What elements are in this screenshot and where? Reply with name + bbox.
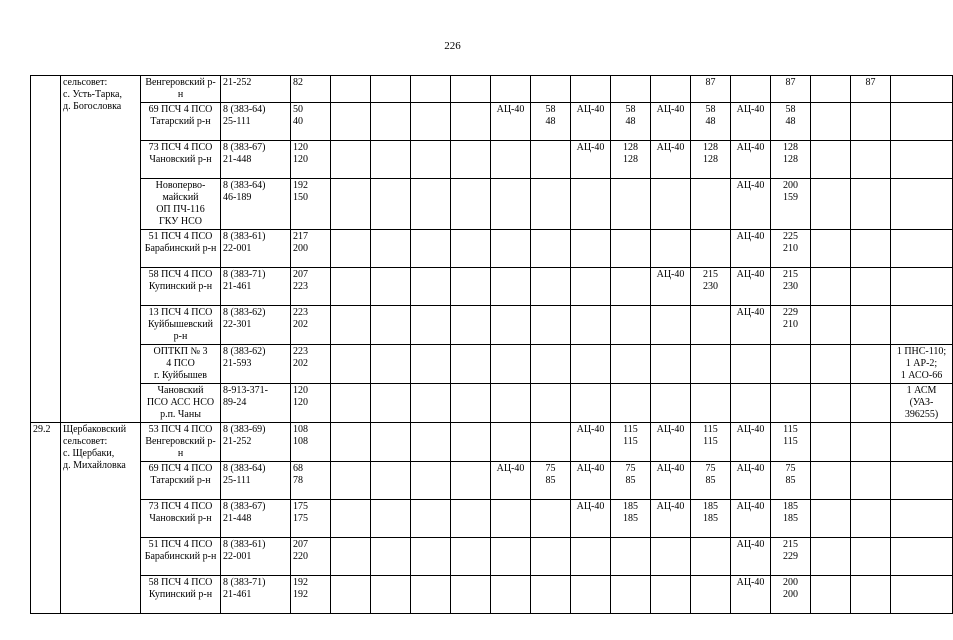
extra-equipment-cell	[891, 268, 953, 306]
vehicle-time-cell	[691, 306, 731, 345]
table-row	[31, 462, 953, 500]
empty-cell	[331, 500, 371, 538]
arrival-time-cell: 175 175	[291, 500, 331, 538]
page-number: 226	[444, 40, 461, 52]
arrival-time-cell: 192 150	[291, 179, 331, 230]
vehicle-time-cell	[531, 384, 571, 423]
vehicle-type-cell	[491, 576, 531, 614]
vehicle-time-cell: 58 48	[691, 103, 731, 141]
table-row	[31, 76, 953, 103]
vehicle-type-cell	[811, 76, 851, 103]
vehicle-time-cell: 128 128	[691, 141, 731, 179]
vehicle-time-cell: 75 85	[611, 462, 651, 500]
vehicle-time-cell: 87	[771, 76, 811, 103]
arrival-time-cell: 68 78	[291, 462, 331, 500]
empty-cell	[451, 306, 491, 345]
empty-cell	[331, 462, 371, 500]
empty-cell	[371, 462, 411, 500]
empty-cell	[411, 423, 451, 462]
empty-cell	[411, 306, 451, 345]
vehicle-type-cell	[491, 141, 531, 179]
empty-cell	[371, 76, 411, 103]
vehicle-time-cell	[531, 179, 571, 230]
empty-cell	[331, 384, 371, 423]
extra-equipment-cell	[891, 538, 953, 576]
vehicle-type-cell	[491, 538, 531, 576]
table-row	[31, 141, 953, 179]
extra-equipment-cell	[891, 230, 953, 268]
vehicle-time-cell	[851, 306, 891, 345]
vehicle-type-cell: АЦ-40	[571, 462, 611, 500]
empty-cell	[411, 576, 451, 614]
vehicle-type-cell	[731, 345, 771, 384]
vehicle-time-cell	[691, 230, 731, 268]
empty-cell	[331, 179, 371, 230]
extra-equipment-cell	[891, 423, 953, 462]
empty-cell	[451, 576, 491, 614]
vehicle-type-cell	[651, 576, 691, 614]
vehicle-type-cell	[491, 500, 531, 538]
vehicle-time-cell	[531, 268, 571, 306]
fire-unit-cell: 58 ПСЧ 4 ПСО Купинский р-н	[141, 576, 221, 614]
vehicle-time-cell: 115 115	[771, 423, 811, 462]
extra-equipment-cell	[891, 462, 953, 500]
empty-cell	[451, 268, 491, 306]
table-row	[31, 500, 953, 538]
vehicle-type-cell	[491, 306, 531, 345]
vehicle-type-cell	[571, 230, 611, 268]
vehicle-time-cell	[611, 345, 651, 384]
table-row	[31, 230, 953, 268]
vehicle-type-cell	[811, 500, 851, 538]
vehicle-time-cell	[611, 230, 651, 268]
vehicle-type-cell	[811, 345, 851, 384]
arrival-time-cell: 192 192	[291, 576, 331, 614]
fire-station-table	[30, 75, 953, 614]
extra-equipment-cell	[891, 576, 953, 614]
empty-cell	[451, 500, 491, 538]
empty-cell	[331, 345, 371, 384]
empty-cell	[411, 76, 451, 103]
empty-cell	[371, 345, 411, 384]
table-row	[31, 268, 953, 306]
phone-cell: 8 (383-64) 46-189	[221, 179, 291, 230]
vehicle-type-cell	[491, 384, 531, 423]
vehicle-time-cell: 58 48	[531, 103, 571, 141]
empty-cell	[411, 179, 451, 230]
vehicle-type-cell	[651, 179, 691, 230]
vehicle-type-cell	[811, 230, 851, 268]
vehicle-type-cell: АЦ-40	[571, 141, 611, 179]
phone-cell: 8 (383-71) 21-461	[221, 268, 291, 306]
item-number-cell	[31, 76, 61, 423]
vehicle-time-cell	[691, 345, 731, 384]
vehicle-type-cell	[491, 345, 531, 384]
empty-cell	[331, 76, 371, 103]
vehicle-time-cell	[531, 500, 571, 538]
vehicle-type-cell	[651, 76, 691, 103]
vehicle-time-cell	[611, 76, 651, 103]
vehicle-time-cell	[611, 179, 651, 230]
vehicle-type-cell: АЦ-40	[571, 423, 611, 462]
empty-cell	[371, 306, 411, 345]
vehicle-time-cell	[611, 538, 651, 576]
vehicle-time-cell: 200 200	[771, 576, 811, 614]
empty-cell	[331, 306, 371, 345]
empty-cell	[451, 462, 491, 500]
vehicle-type-cell	[571, 345, 611, 384]
vehicle-time-cell: 229 210	[771, 306, 811, 345]
vehicle-time-cell	[531, 141, 571, 179]
vehicle-time-cell	[611, 384, 651, 423]
vehicle-type-cell: АЦ-40	[571, 500, 611, 538]
fire-unit-cell: 51 ПСЧ 4 ПСО Барабинский р-н	[141, 538, 221, 576]
vehicle-time-cell	[851, 268, 891, 306]
empty-cell	[451, 103, 491, 141]
vehicle-type-cell	[811, 103, 851, 141]
phone-cell: 8 (383-64) 25-111	[221, 103, 291, 141]
empty-cell	[331, 268, 371, 306]
vehicle-type-cell: АЦ-40	[651, 268, 691, 306]
vehicle-time-cell	[851, 230, 891, 268]
vehicle-type-cell: АЦ-40	[491, 103, 531, 141]
empty-cell	[371, 230, 411, 268]
empty-cell	[451, 230, 491, 268]
vehicle-time-cell: 75 85	[531, 462, 571, 500]
vehicle-time-cell	[611, 268, 651, 306]
vehicle-time-cell: 215 230	[771, 268, 811, 306]
vehicle-type-cell: АЦ-40	[731, 230, 771, 268]
arrival-time-cell: 108 108	[291, 423, 331, 462]
vehicle-type-cell	[811, 179, 851, 230]
vehicle-type-cell	[651, 306, 691, 345]
vehicle-type-cell	[571, 306, 611, 345]
vehicle-type-cell: АЦ-40	[491, 462, 531, 500]
arrival-time-cell: 207 220	[291, 538, 331, 576]
empty-cell	[451, 538, 491, 576]
vehicle-time-cell	[531, 423, 571, 462]
vehicle-type-cell: АЦ-40	[651, 500, 691, 538]
vehicle-time-cell	[851, 538, 891, 576]
arrival-time-cell: 207 223	[291, 268, 331, 306]
table-row	[31, 538, 953, 576]
empty-cell	[411, 141, 451, 179]
vehicle-time-cell: 128 128	[771, 141, 811, 179]
vehicle-type-cell: АЦ-40	[651, 423, 691, 462]
empty-cell	[451, 384, 491, 423]
extra-equipment-cell: 1 АСМ (УАЗ- 396255)	[891, 384, 953, 423]
vehicle-time-cell: 225 210	[771, 230, 811, 268]
vehicle-type-cell: АЦ-40	[651, 103, 691, 141]
vehicle-type-cell	[811, 268, 851, 306]
vehicle-type-cell	[811, 306, 851, 345]
vehicle-type-cell	[811, 384, 851, 423]
vehicle-time-cell	[691, 384, 731, 423]
vehicle-type-cell	[571, 538, 611, 576]
vehicle-type-cell	[651, 538, 691, 576]
table-row	[31, 384, 953, 423]
vehicle-type-cell	[491, 230, 531, 268]
vehicle-time-cell	[851, 576, 891, 614]
vehicle-time-cell	[691, 576, 731, 614]
vehicle-time-cell: 115 115	[691, 423, 731, 462]
table-row	[31, 306, 953, 345]
extra-equipment-cell: 1 ПНС-110; 1 АР-2; 1 АСО-66	[891, 345, 953, 384]
empty-cell	[411, 538, 451, 576]
extra-equipment-cell	[891, 179, 953, 230]
empty-cell	[371, 384, 411, 423]
empty-cell	[371, 500, 411, 538]
vehicle-time-cell: 87	[851, 76, 891, 103]
vehicle-type-cell	[571, 76, 611, 103]
vehicle-time-cell	[531, 576, 571, 614]
vehicle-type-cell	[651, 345, 691, 384]
vehicle-time-cell: 75 85	[691, 462, 731, 500]
fire-unit-cell: 73 ПСЧ 4 ПСО Чановский р-н	[141, 500, 221, 538]
phone-cell: 8 (383-61) 22-001	[221, 230, 291, 268]
empty-cell	[451, 76, 491, 103]
phone-cell: 8 (383-67) 21-448	[221, 141, 291, 179]
empty-cell	[371, 268, 411, 306]
vehicle-time-cell	[531, 76, 571, 103]
vehicle-type-cell	[491, 268, 531, 306]
vehicle-time-cell	[691, 179, 731, 230]
fire-unit-cell: 69 ПСЧ 4 ПСО Татарский р-н	[141, 103, 221, 141]
table-row	[31, 423, 953, 462]
empty-cell	[411, 103, 451, 141]
extra-equipment-cell	[891, 76, 953, 103]
vehicle-type-cell	[571, 576, 611, 614]
arrival-time-cell: 223 202	[291, 306, 331, 345]
vehicle-time-cell	[851, 423, 891, 462]
vehicle-type-cell	[491, 423, 531, 462]
table-row	[31, 179, 953, 230]
extra-equipment-cell	[891, 103, 953, 141]
vehicle-time-cell	[851, 141, 891, 179]
vehicle-type-cell	[811, 423, 851, 462]
empty-cell	[411, 384, 451, 423]
empty-cell	[331, 103, 371, 141]
vehicle-type-cell: АЦ-40	[651, 462, 691, 500]
vehicle-time-cell: 200 159	[771, 179, 811, 230]
vehicle-time-cell: 58 48	[611, 103, 651, 141]
empty-cell	[371, 576, 411, 614]
vehicle-type-cell: АЦ-40	[731, 538, 771, 576]
empty-cell	[411, 345, 451, 384]
vehicle-type-cell	[731, 384, 771, 423]
empty-cell	[331, 538, 371, 576]
settlement-cell: Щербаковский сельсовет: с. Щербаки, д. Михайловка	[61, 423, 141, 614]
vehicle-time-cell	[851, 103, 891, 141]
fire-unit-cell: 13 ПСЧ 4 ПСО Куйбышевский р-н	[141, 306, 221, 345]
empty-cell	[371, 423, 411, 462]
arrival-time-cell: 120 120	[291, 141, 331, 179]
vehicle-time-cell	[851, 462, 891, 500]
vehicle-type-cell	[811, 141, 851, 179]
phone-cell: 8 (383-62) 22-301	[221, 306, 291, 345]
empty-cell	[411, 230, 451, 268]
vehicle-time-cell: 185 185	[611, 500, 651, 538]
fire-unit-cell: 58 ПСЧ 4 ПСО Купинский р-н	[141, 268, 221, 306]
fire-unit-cell: ОПТКП № 3 4 ПСО г. Куйбышев	[141, 345, 221, 384]
empty-cell	[331, 141, 371, 179]
vehicle-type-cell	[571, 268, 611, 306]
empty-cell	[371, 538, 411, 576]
arrival-time-cell: 50 40	[291, 103, 331, 141]
extra-equipment-cell	[891, 141, 953, 179]
phone-cell: 8 (383-61) 22-001	[221, 538, 291, 576]
vehicle-time-cell: 185 185	[691, 500, 731, 538]
vehicle-type-cell	[651, 384, 691, 423]
fire-unit-cell: Венгеровский р- н	[141, 76, 221, 103]
fire-unit-cell: Новоперво- майский ОП ПЧ-116 ГКУ НСО	[141, 179, 221, 230]
empty-cell	[331, 576, 371, 614]
vehicle-type-cell: АЦ-40	[731, 423, 771, 462]
vehicle-time-cell	[851, 345, 891, 384]
empty-cell	[451, 179, 491, 230]
vehicle-type-cell: АЦ-40	[731, 576, 771, 614]
extra-equipment-cell	[891, 306, 953, 345]
fire-unit-cell: 69 ПСЧ 4 ПСО Татарский р-н	[141, 462, 221, 500]
empty-cell	[451, 345, 491, 384]
fire-unit-cell: 73 ПСЧ 4 ПСО Чановский р-н	[141, 141, 221, 179]
phone-cell: 8 (383-71) 21-461	[221, 576, 291, 614]
vehicle-time-cell	[531, 230, 571, 268]
vehicle-time-cell: 87	[691, 76, 731, 103]
fire-unit-cell: Чановский ПСО АСС НСО р.п. Чаны	[141, 384, 221, 423]
empty-cell	[331, 423, 371, 462]
vehicle-time-cell	[531, 345, 571, 384]
fire-unit-cell: 53 ПСЧ 4 ПСО Венгеровский р- н	[141, 423, 221, 462]
vehicle-time-cell	[531, 306, 571, 345]
empty-cell	[331, 230, 371, 268]
vehicle-type-cell	[811, 576, 851, 614]
vehicle-type-cell	[571, 179, 611, 230]
arrival-time-cell: 120 120	[291, 384, 331, 423]
empty-cell	[371, 103, 411, 141]
vehicle-type-cell: АЦ-40	[731, 103, 771, 141]
empty-cell	[411, 268, 451, 306]
empty-cell	[411, 462, 451, 500]
vehicle-time-cell	[851, 500, 891, 538]
vehicle-type-cell: АЦ-40	[731, 268, 771, 306]
vehicle-time-cell: 215 230	[691, 268, 731, 306]
vehicle-time-cell: 185 185	[771, 500, 811, 538]
vehicle-type-cell	[651, 230, 691, 268]
vehicle-time-cell	[691, 538, 731, 576]
vehicle-type-cell: АЦ-40	[731, 179, 771, 230]
vehicle-time-cell: 128 128	[611, 141, 651, 179]
vehicle-time-cell	[851, 179, 891, 230]
arrival-time-cell: 82	[291, 76, 331, 103]
phone-cell: 8 (383-64) 25-111	[221, 462, 291, 500]
phone-cell: 21-252	[221, 76, 291, 103]
fire-unit-cell: 51 ПСЧ 4 ПСО Барабинский р-н	[141, 230, 221, 268]
vehicle-time-cell	[611, 306, 651, 345]
arrival-time-cell: 223 202	[291, 345, 331, 384]
empty-cell	[371, 179, 411, 230]
vehicle-type-cell	[731, 76, 771, 103]
vehicle-time-cell	[851, 384, 891, 423]
vehicle-type-cell: АЦ-40	[731, 500, 771, 538]
vehicle-time-cell: 215 229	[771, 538, 811, 576]
vehicle-time-cell	[771, 384, 811, 423]
vehicle-type-cell: АЦ-40	[731, 141, 771, 179]
vehicle-type-cell	[811, 462, 851, 500]
empty-cell	[371, 141, 411, 179]
empty-cell	[411, 500, 451, 538]
vehicle-type-cell: АЦ-40	[571, 103, 611, 141]
vehicle-time-cell	[771, 345, 811, 384]
vehicle-time-cell: 115 115	[611, 423, 651, 462]
vehicle-type-cell	[491, 179, 531, 230]
item-number-cell: 29.2	[31, 423, 61, 614]
vehicle-time-cell	[611, 576, 651, 614]
empty-cell	[451, 423, 491, 462]
vehicle-type-cell: АЦ-40	[651, 141, 691, 179]
vehicle-type-cell: АЦ-40	[731, 306, 771, 345]
vehicle-type-cell	[491, 76, 531, 103]
settlement-cell: сельсовет: с. Усть-Тарка, д. Богословка	[61, 76, 141, 423]
phone-cell: 8 (383-67) 21-448	[221, 500, 291, 538]
vehicle-time-cell	[531, 538, 571, 576]
phone-cell: 8-913-371- 89-24	[221, 384, 291, 423]
table-row	[31, 103, 953, 141]
vehicle-type-cell	[811, 538, 851, 576]
vehicle-type-cell: АЦ-40	[731, 462, 771, 500]
arrival-time-cell: 217 200	[291, 230, 331, 268]
extra-equipment-cell	[891, 500, 953, 538]
vehicle-type-cell	[571, 384, 611, 423]
table-row	[31, 345, 953, 384]
phone-cell: 8 (383-62) 21-593	[221, 345, 291, 384]
empty-cell	[451, 141, 491, 179]
vehicle-time-cell: 58 48	[771, 103, 811, 141]
table-row	[31, 576, 953, 614]
vehicle-time-cell: 75 85	[771, 462, 811, 500]
phone-cell: 8 (383-69) 21-252	[221, 423, 291, 462]
